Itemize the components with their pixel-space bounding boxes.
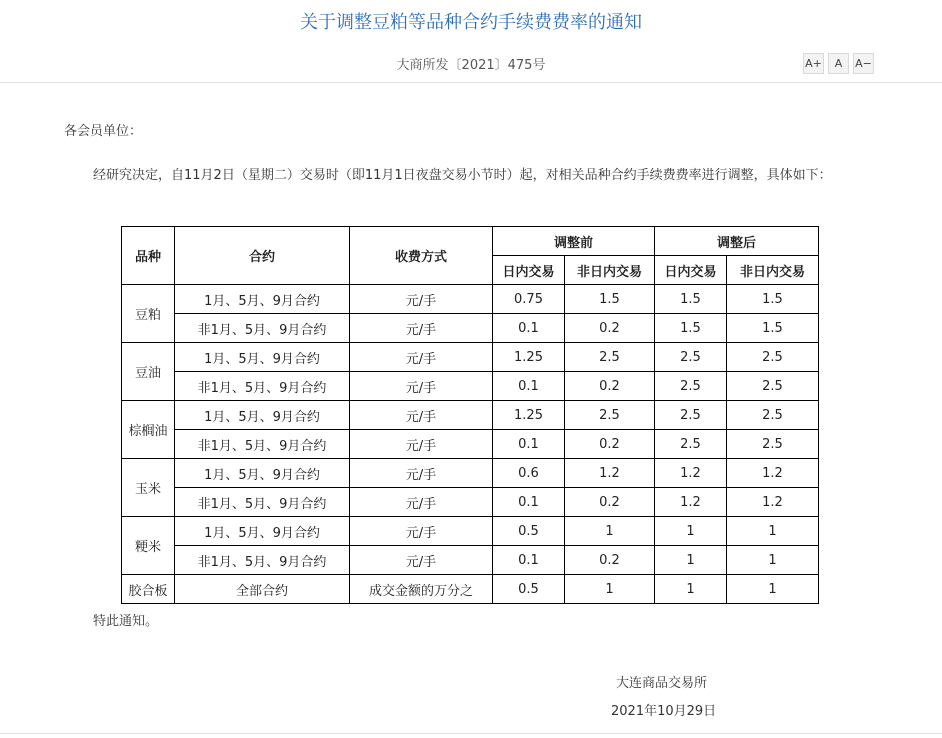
fee-method-cell: 元/手 [350, 430, 493, 459]
before-intraday-cell: 0.1 [493, 488, 565, 517]
after-intraday-cell: 1.5 [655, 314, 727, 343]
table-row [122, 314, 819, 343]
before-non-intraday-cell: 1.5 [565, 285, 655, 314]
issue-date: 2021年10月29日 [611, 704, 717, 719]
after-intraday-cell: 1.2 [655, 488, 727, 517]
fee-method-cell: 元/手 [350, 546, 493, 575]
header-before: 调整前 [493, 227, 655, 256]
table-row [122, 517, 819, 546]
after-non-intraday-cell: 1.2 [727, 459, 819, 488]
fee-method-cell: 元/手 [350, 401, 493, 430]
table-row [122, 575, 819, 604]
after-intraday-cell: 1.5 [655, 285, 727, 314]
header-fee-method: 收费方式 [350, 227, 493, 285]
header-divider [0, 82, 942, 83]
after-intraday-cell: 2.5 [655, 401, 727, 430]
after-non-intraday-cell: 1.2 [727, 488, 819, 517]
after-non-intraday-cell: 1.5 [727, 285, 819, 314]
closing-remark: 特此通知。 [93, 614, 159, 629]
before-non-intraday-cell: 0.2 [565, 546, 655, 575]
contract-cell: 1月、5月、9月合约 [175, 285, 350, 314]
variety-cell: 粳米 [122, 517, 175, 575]
before-intraday-cell: 0.6 [493, 459, 565, 488]
after-intraday-cell: 2.5 [655, 430, 727, 459]
after-non-intraday-cell: 2.5 [727, 372, 819, 401]
fee-method-cell: 元/手 [350, 517, 493, 546]
fee-method-cell: 元/手 [350, 459, 493, 488]
contract-cell: 非1月、5月、9月合约 [175, 488, 350, 517]
after-non-intraday-cell: 1 [727, 546, 819, 575]
contract-cell: 1月、5月、9月合约 [175, 343, 350, 372]
before-non-intraday-cell: 1.2 [565, 459, 655, 488]
fee-method-cell: 元/手 [350, 343, 493, 372]
fee-method-cell: 元/手 [350, 488, 493, 517]
header-before-non-intraday: 非日内交易 [565, 256, 655, 285]
header-after: 调整后 [655, 227, 819, 256]
before-intraday-cell: 0.5 [493, 517, 565, 546]
contract-cell: 非1月、5月、9月合约 [175, 372, 350, 401]
after-non-intraday-cell: 2.5 [727, 343, 819, 372]
table-row [122, 372, 819, 401]
before-intraday-cell: 0.1 [493, 546, 565, 575]
font-reset-button[interactable]: A [828, 53, 849, 74]
before-intraday-cell: 0.1 [493, 314, 565, 343]
issuer-signature: 大连商品交易所 [616, 676, 708, 691]
before-intraday-cell: 1.25 [493, 343, 565, 372]
before-non-intraday-cell: 2.5 [565, 343, 655, 372]
table-row [122, 459, 819, 488]
table-row [122, 546, 819, 575]
font-decrease-button[interactable]: A− [853, 53, 874, 74]
body-paragraph [64, 162, 880, 189]
contract-cell: 1月、5月、9月合约 [175, 459, 350, 488]
before-intraday-cell: 0.1 [493, 430, 565, 459]
before-non-intraday-cell: 0.2 [565, 314, 655, 343]
after-non-intraday-cell: 2.5 [727, 401, 819, 430]
before-non-intraday-cell: 0.2 [565, 372, 655, 401]
after-non-intraday-cell: 1 [727, 517, 819, 546]
after-intraday-cell: 1.2 [655, 459, 727, 488]
before-intraday-cell: 0.5 [493, 575, 565, 604]
fee-method-cell: 元/手 [350, 314, 493, 343]
after-non-intraday-cell: 1.5 [727, 314, 819, 343]
contract-cell: 1月、5月、9月合约 [175, 517, 350, 546]
before-intraday-cell: 0.75 [493, 285, 565, 314]
table-row [122, 285, 819, 314]
before-non-intraday-cell: 1 [565, 517, 655, 546]
variety-cell: 棕榈油 [122, 401, 175, 459]
before-non-intraday-cell: 0.2 [565, 430, 655, 459]
body-text: 经研究决定，自11月2日（星期二）交易时（即11月1日夜盘交易小节时）起，对相关品种合约手续费费率进行调整，具体如下： [93, 168, 832, 183]
table-row [122, 343, 819, 372]
after-intraday-cell: 2.5 [655, 343, 727, 372]
fee-method-cell: 元/手 [350, 285, 493, 314]
before-non-intraday-cell: 1 [565, 575, 655, 604]
contract-cell: 非1月、5月、9月合约 [175, 546, 350, 575]
before-non-intraday-cell: 2.5 [565, 401, 655, 430]
before-non-intraday-cell: 0.2 [565, 488, 655, 517]
variety-cell: 胶合板 [122, 575, 175, 604]
after-intraday-cell: 2.5 [655, 372, 727, 401]
header-after-non-intraday: 非日内交易 [727, 256, 819, 285]
before-intraday-cell: 0.1 [493, 372, 565, 401]
notice-title: 关于调整豆粕等品种合约手续费费率的通知 [300, 12, 642, 33]
variety-cell: 玉米 [122, 459, 175, 517]
after-non-intraday-cell: 1 [727, 575, 819, 604]
salutation: 各会员单位： [64, 124, 143, 139]
document-number: 大商所发〔2021〕475号 [396, 58, 546, 73]
header-before-intraday: 日内交易 [493, 256, 565, 285]
font-size-controls [803, 53, 874, 74]
after-intraday-cell: 1 [655, 517, 727, 546]
after-intraday-cell: 1 [655, 546, 727, 575]
table-row [122, 488, 819, 517]
contract-cell: 非1月、5月、9月合约 [175, 314, 350, 343]
table-row [122, 401, 819, 430]
variety-cell: 豆油 [122, 343, 175, 401]
contract-cell: 全部合约 [175, 575, 350, 604]
fee-rate-table [121, 226, 819, 604]
after-intraday-cell: 1 [655, 575, 727, 604]
before-intraday-cell: 1.25 [493, 401, 565, 430]
table-row [122, 430, 819, 459]
contract-cell: 1月、5月、9月合约 [175, 401, 350, 430]
header-after-intraday: 日内交易 [655, 256, 727, 285]
header-contract: 合约 [175, 227, 350, 285]
font-increase-button[interactable]: A+ [803, 53, 824, 74]
after-non-intraday-cell: 2.5 [727, 430, 819, 459]
contract-cell: 非1月、5月、9月合约 [175, 430, 350, 459]
fee-method-cell: 成交金额的万分之 [350, 575, 493, 604]
variety-cell: 豆粕 [122, 285, 175, 343]
fee-method-cell: 元/手 [350, 372, 493, 401]
header-variety: 品种 [122, 227, 175, 285]
footer-divider [0, 733, 942, 734]
